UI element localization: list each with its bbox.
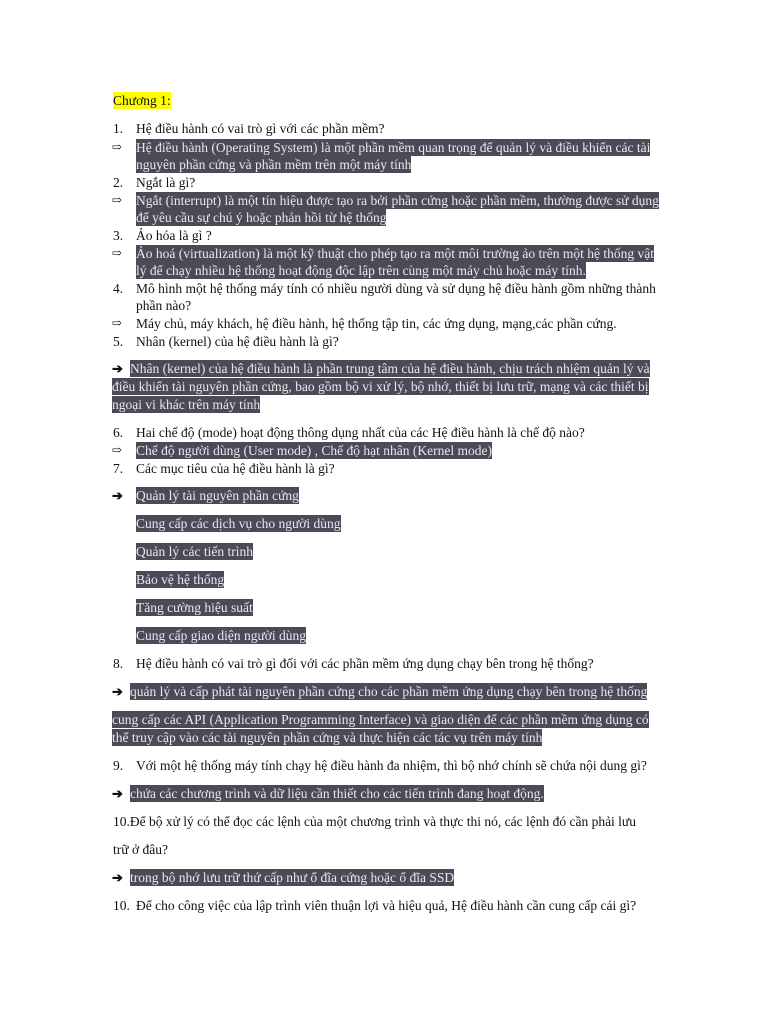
answer-text: nguyên phần cứng và phần mềm trên một máy tính (136, 157, 412, 172)
answer-text: Máy chủ, máy khách, hệ điều hành, hệ thống tập tin, các ứng dụng, mạng,các phần cứng. (136, 316, 617, 331)
question-number: 9. (113, 758, 124, 773)
answer-text: Bảo vệ hệ thống (136, 572, 225, 587)
question-number: 6. (113, 425, 124, 440)
answer-text: Cung cấp các dịch vụ cho người dùng (136, 516, 341, 531)
answer-text: chứa các chương trình và dữ liệu cần thiết cho các tiến trình đang hoạt động. (130, 786, 544, 801)
question-text: Với một hệ thống máy tính chạy hệ điều hành đa nhiệm, thì bộ nhớ chính sẽ chứa nội dung gì? (136, 758, 647, 773)
question-number: 7. (113, 461, 124, 476)
question-text: 10.Để bộ xử lý có thể đọc các lệnh của một chương trình và thực thi nó, các lệnh đó cần phải lưu (113, 814, 636, 829)
question-text: Hai chế độ (mode) hoạt động thông dụng nhất của các Hệ điều hành là chế độ nào? (136, 425, 585, 440)
question-text: Ngắt là gì? (136, 175, 196, 190)
bold-arrow-icon: ➔ (112, 361, 123, 376)
answer-text: thể truy cập vào các tài nguyên phần cứng và thực hiện các tác vụ trên máy tính (112, 730, 543, 745)
answer-text: quản lý và cấp phát tài nguyên phần cứng cho các phần mềm ứng dụng chạy bên trong hệ thống (130, 684, 648, 699)
question-text: Để cho công việc của lập trình viên thuận lợi và hiệu quả, Hệ điều hành cần cung cấp cái gì? (136, 898, 637, 913)
answer-text: Quản lý tài nguyên phần cứng (136, 488, 299, 503)
arrow-right-icon: ⇨ (112, 193, 123, 207)
arrow-right-icon: ⇨ (112, 443, 123, 457)
bold-arrow-icon: ➔ (112, 684, 123, 699)
question-text: Mô hình một hệ thống máy tính có nhiều người dùng và sử dụng hệ điều hành gồm những thành (136, 281, 656, 296)
answer-text: cung cấp các API (Application Programming Interface) và giao diện để các phần mềm ứng dụng có (112, 712, 649, 727)
question-text: trữ ở đâu? (113, 842, 168, 857)
question-text: phần nào? (136, 298, 192, 313)
bold-arrow-icon: ➔ (112, 786, 123, 801)
question-number: 4. (113, 281, 124, 296)
answer-text: điều khiển tài nguyên phần cứng, bao gồm bộ vi xử lý, bộ nhớ, thiết bị lưu trữ, mạng và các thiết bị (112, 379, 649, 394)
bold-arrow-icon: ➔ (112, 870, 123, 885)
chapter-title: Chương 1: (113, 93, 171, 108)
answer-text: trong bộ nhớ lưu trữ thứ cấp như ổ đĩa cứng hoặc ổ đĩa SSD (130, 870, 455, 885)
question-text: Ảo hóa là gì ? (136, 228, 212, 243)
arrow-right-icon: ⇨ (112, 246, 123, 260)
question-number: 5. (113, 334, 124, 349)
arrow-right-icon: ⇨ (112, 316, 123, 330)
answer-text: Hệ điều hành (Operating System) là một phần mềm quan trọng để quản lý và điều khiển các tài (136, 140, 651, 155)
bold-arrow-icon: ➔ (112, 488, 123, 503)
answer-text: Tăng cường hiệu suất (136, 600, 253, 615)
answer-text: Chế độ người dùng (User mode) , Chế độ hạt nhân (Kernel mode) (136, 443, 492, 458)
answer-text: Cung cấp giao diện người dùng (136, 628, 307, 643)
question-number: 3. (113, 228, 124, 243)
arrow-right-icon: ⇨ (112, 140, 123, 154)
answer-text: để yêu cầu sự chú ý hoặc phản hồi từ hệ thống (136, 210, 387, 225)
question-number: 2. (113, 175, 124, 190)
answer-text: Nhân (kernel) của hệ điều hành là phần trung tâm của hệ điều hành, chịu trách nhiệm quản lý và (130, 361, 650, 376)
question-text: Các mục tiêu của hệ điều hành là gì? (136, 461, 335, 476)
question-text: Hệ điều hành có vai trò gì với các phần mềm? (136, 121, 385, 136)
question-text: Hệ điều hành có vai trò gì đối với các phần mềm ứng dụng chạy bên trong hệ thống? (136, 656, 594, 671)
answer-text: Quản lý các tiến trình (136, 544, 253, 559)
answer-text: ngoại vi khác trên máy tính (112, 397, 261, 412)
question-number: 1. (113, 121, 124, 136)
answer-text: lý để chạy nhiều hệ thống hoạt động độc lập trên cùng một máy chủ hoặc máy tính. (136, 263, 586, 278)
question-text: Nhân (kernel) của hệ điều hành là gì? (136, 334, 339, 349)
answer-text: Ảo hoá (virtualization) là một kỹ thuật cho phép tạo ra một môi trường ảo trên một hệ thống vật (136, 246, 654, 261)
question-number: 10. (113, 898, 130, 913)
answer-text: Ngắt (interrupt) là một tín hiệu được tạo ra bởi phần cứng hoặc phần mềm, thường được sử dụng (136, 193, 659, 208)
question-number: 8. (113, 656, 124, 671)
